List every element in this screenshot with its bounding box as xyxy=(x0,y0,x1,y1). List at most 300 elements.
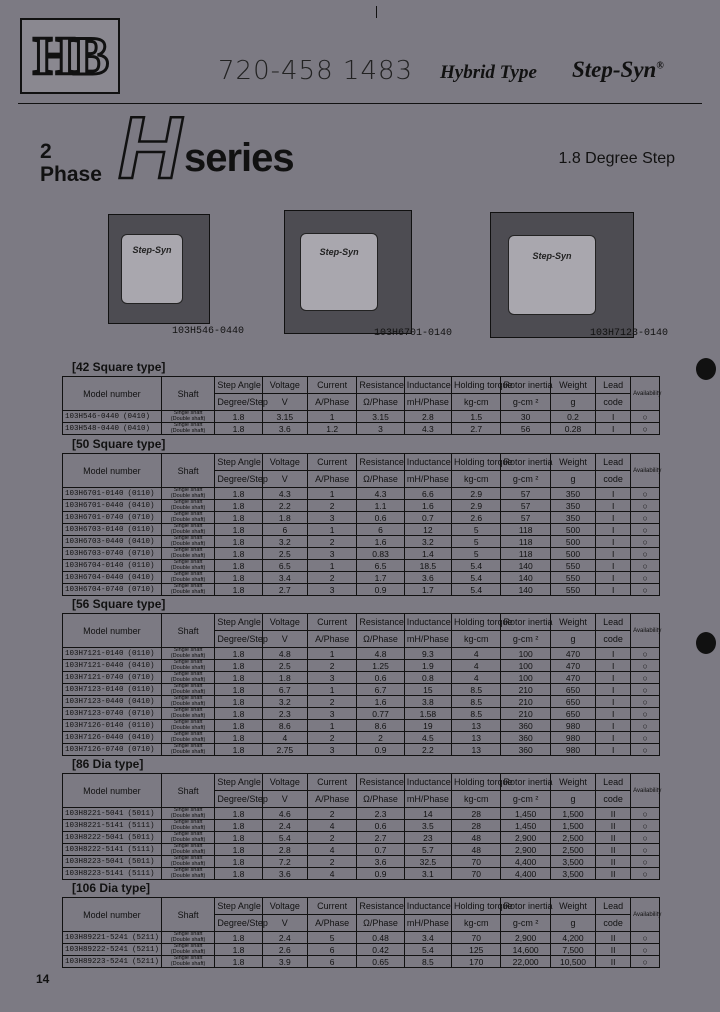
current: 6 xyxy=(307,956,356,968)
rotor-inertia: 118 xyxy=(501,536,550,548)
inductance: 5.7 xyxy=(404,844,451,856)
lead-code: II xyxy=(596,932,631,944)
inductance: 9.3 xyxy=(404,648,451,660)
inductance: 1.7 xyxy=(404,584,451,596)
section-title: [86 Dia type] xyxy=(72,757,144,771)
voltage: 2.8 xyxy=(262,844,307,856)
col-header-unit: mH/Phase xyxy=(404,791,451,808)
availability: ○ xyxy=(631,524,660,536)
col-header-unit: g xyxy=(550,394,595,411)
inductance: 32.5 xyxy=(404,856,451,868)
lead-code: I xyxy=(596,732,631,744)
current: 4 xyxy=(307,868,356,880)
lead-code: I xyxy=(596,524,631,536)
resistance: 0.65 xyxy=(357,956,404,968)
voltage: 2.5 xyxy=(262,660,307,672)
col-header-resistance: Resistance xyxy=(357,377,404,394)
table-row xyxy=(63,684,660,696)
resistance: 0.6 xyxy=(357,820,404,832)
table-row xyxy=(63,672,660,684)
col-header-unit: code xyxy=(596,471,631,488)
rotor-inertia: 57 xyxy=(501,512,550,524)
col-header-voltage: Voltage xyxy=(262,454,307,471)
inductance: 12 xyxy=(404,524,451,536)
inductance: 3.8 xyxy=(404,696,451,708)
inductance: 8.5 xyxy=(404,956,451,968)
availability: ○ xyxy=(631,536,660,548)
punch-hole xyxy=(696,358,716,380)
weight: 550 xyxy=(550,584,595,596)
rotor-inertia: 1,450 xyxy=(501,808,550,820)
current: 2 xyxy=(307,536,356,548)
voltage: 2.7 xyxy=(262,584,307,596)
rotor-inertia: 4,400 xyxy=(501,856,550,868)
col-header-unit: V xyxy=(262,791,307,808)
weight: 470 xyxy=(550,648,595,660)
shaft-type: Single shaft (Double shaft) xyxy=(161,648,215,660)
current: 1 xyxy=(307,560,356,572)
model-number: 103H8222-5141 (5111) xyxy=(63,844,162,856)
model-number: 103H89222-5241 (5211) xyxy=(63,944,162,956)
section-title: [50 Square type] xyxy=(72,437,166,451)
lead-code: II xyxy=(596,868,631,880)
col-header-model: Model number xyxy=(63,898,162,932)
col-header-model: Model number xyxy=(63,774,162,808)
step-angle: 1.8 xyxy=(215,684,262,696)
availability: ○ xyxy=(631,844,660,856)
col-header-current: Current xyxy=(307,614,356,631)
col-header-holding: Holding torque xyxy=(452,774,501,791)
voltage: 6.5 xyxy=(262,560,307,572)
availability: ○ xyxy=(631,548,660,560)
current: 4 xyxy=(307,820,356,832)
availability: ○ xyxy=(631,744,660,756)
col-header-shaft: Shaft xyxy=(161,377,215,411)
model-number: 103H6701-0140 (0110) xyxy=(63,488,162,500)
registration-tick xyxy=(376,6,377,18)
holding-torque: 2.6 xyxy=(452,512,501,524)
series-letter: H xyxy=(118,98,182,197)
col-header-rotor: Rotor inertia xyxy=(501,377,550,394)
motor-photo-50: Step-Syn xyxy=(284,210,412,334)
col-header-rotor: Rotor inertia xyxy=(501,898,550,915)
inductance: 3.4 xyxy=(404,932,451,944)
model-number: 103H7126-0740 (0710) xyxy=(63,744,162,756)
col-header-unit: Degree/Step xyxy=(215,791,262,808)
step-angle: 1.8 xyxy=(215,820,262,832)
shaft-type: Single shaft (Double shaft) xyxy=(161,548,215,560)
shaft-type: Single shaft (Double shaft) xyxy=(161,572,215,584)
inductance: 2.2 xyxy=(404,744,451,756)
holding-torque: 4 xyxy=(452,672,501,684)
col-header-unit: mH/Phase xyxy=(404,471,451,488)
weight: 470 xyxy=(550,672,595,684)
col-header-step_angle: Step Angle xyxy=(215,454,262,471)
col-header-unit: Degree/Step xyxy=(215,915,262,932)
col-header-availability: Availability xyxy=(631,614,660,648)
model-number: 103H6704-0140 (0110) xyxy=(63,560,162,572)
holding-torque: 48 xyxy=(452,832,501,844)
motor-photo-56: Step-Syn xyxy=(490,212,634,338)
col-header-voltage: Voltage xyxy=(262,377,307,394)
punch-hole xyxy=(696,632,716,654)
col-header-unit: g-cm ² xyxy=(501,631,550,648)
col-header-current: Current xyxy=(307,898,356,915)
motor-photo-42: Step-Syn xyxy=(108,214,210,324)
inductance: 4.5 xyxy=(404,732,451,744)
resistance: 4.3 xyxy=(357,488,404,500)
series-word: series xyxy=(184,136,294,180)
voltage: 1.8 xyxy=(262,672,307,684)
resistance: 1.1 xyxy=(357,500,404,512)
weight: 980 xyxy=(550,744,595,756)
rotor-inertia: 100 xyxy=(501,660,550,672)
resistance: 0.83 xyxy=(357,548,404,560)
voltage: 3.6 xyxy=(262,868,307,880)
photo-caption: 103H6701-0140 xyxy=(374,328,453,339)
inductance: 2.8 xyxy=(404,411,451,423)
lead-code: I xyxy=(596,512,631,524)
step-angle: 1.8 xyxy=(215,536,262,548)
shaft-type: Single shaft (Double shaft) xyxy=(161,423,215,435)
weight: 350 xyxy=(550,488,595,500)
table-row xyxy=(63,868,660,880)
resistance: 3.6 xyxy=(357,856,404,868)
shaft-type: Single shaft (Double shaft) xyxy=(161,744,215,756)
voltage: 2.4 xyxy=(262,820,307,832)
lead-code: II xyxy=(596,844,631,856)
holding-torque: 5 xyxy=(452,536,501,548)
col-header-unit: kg-cm xyxy=(452,471,501,488)
holding-torque: 5.4 xyxy=(452,584,501,596)
spec-table xyxy=(62,897,660,968)
holding-torque: 70 xyxy=(452,856,501,868)
availability: ○ xyxy=(631,956,660,968)
current: 3 xyxy=(307,548,356,560)
col-header-unit: g-cm ² xyxy=(501,394,550,411)
current: 1 xyxy=(307,488,356,500)
col-header-rotor: Rotor inertia xyxy=(501,454,550,471)
table-row xyxy=(63,944,660,956)
model-number: 103H6703-0140 (0110) xyxy=(63,524,162,536)
col-header-unit: code xyxy=(596,791,631,808)
table-row xyxy=(63,820,660,832)
resistance: 4.8 xyxy=(357,648,404,660)
col-header-unit: V xyxy=(262,915,307,932)
rotor-inertia: 360 xyxy=(501,720,550,732)
availability: ○ xyxy=(631,411,660,423)
rotor-inertia: 4,400 xyxy=(501,868,550,880)
col-header-unit: code xyxy=(596,915,631,932)
availability: ○ xyxy=(631,560,660,572)
col-header-model: Model number xyxy=(63,614,162,648)
holding-torque: 2.9 xyxy=(452,500,501,512)
lead-code: II xyxy=(596,832,631,844)
col-header-model: Model number xyxy=(63,377,162,411)
model-number: 103H7121-0140 (0110) xyxy=(63,648,162,660)
col-header-unit: g xyxy=(550,471,595,488)
lead-code: I xyxy=(596,572,631,584)
model-number: 103H6703-0440 (0410) xyxy=(63,536,162,548)
shaft-type: Single shaft (Double shaft) xyxy=(161,708,215,720)
weight: 2,500 xyxy=(550,844,595,856)
col-header-inductance: Inductance xyxy=(404,377,451,394)
col-header-weight: Weight xyxy=(550,454,595,471)
lead-code: I xyxy=(596,696,631,708)
resistance: 2 xyxy=(357,732,404,744)
resistance: 0.9 xyxy=(357,868,404,880)
weight: 650 xyxy=(550,696,595,708)
col-header-unit: kg-cm xyxy=(452,915,501,932)
current: 2 xyxy=(307,500,356,512)
col-header-inductance: Inductance xyxy=(404,898,451,915)
rotor-inertia: 14,600 xyxy=(501,944,550,956)
section-title: [56 Square type] xyxy=(72,597,166,611)
voltage: 2.5 xyxy=(262,548,307,560)
col-header-shaft: Shaft xyxy=(161,454,215,488)
lead-code: I xyxy=(596,536,631,548)
weight: 350 xyxy=(550,500,595,512)
holding-torque: 125 xyxy=(452,944,501,956)
resistance: 6.5 xyxy=(357,560,404,572)
header-brand: Step-Syn® xyxy=(572,57,664,82)
col-header-step_angle: Step Angle xyxy=(215,377,262,394)
spec-table xyxy=(62,453,660,596)
resistance: 0.6 xyxy=(357,672,404,684)
col-header-current: Current xyxy=(307,377,356,394)
inductance: 1.6 xyxy=(404,500,451,512)
voltage: 4.3 xyxy=(262,488,307,500)
col-header-unit: g-cm ² xyxy=(501,791,550,808)
step-angle: 1.8 xyxy=(215,696,262,708)
table-row xyxy=(63,660,660,672)
inductance: 0.8 xyxy=(404,672,451,684)
table-row xyxy=(63,512,660,524)
holding-torque: 5 xyxy=(452,548,501,560)
inductance: 3.5 xyxy=(404,820,451,832)
weight: 500 xyxy=(550,548,595,560)
shaft-type: Single shaft (Double shaft) xyxy=(161,932,215,944)
shaft-type: Single shaft (Double shaft) xyxy=(161,856,215,868)
col-header-unit: A/Phase xyxy=(307,471,356,488)
col-header-unit: g-cm ² xyxy=(501,471,550,488)
shaft-type: Single shaft (Double shaft) xyxy=(161,524,215,536)
voltage: 1.8 xyxy=(262,512,307,524)
step-angle: 1.8 xyxy=(215,584,262,596)
availability: ○ xyxy=(631,856,660,868)
col-header-unit: Degree/Step xyxy=(215,471,262,488)
resistance: 1.6 xyxy=(357,696,404,708)
lead-code: I xyxy=(596,560,631,572)
resistance: 8.6 xyxy=(357,720,404,732)
table-row xyxy=(63,411,660,423)
model-number: 103H8223-5041 (5011) xyxy=(63,856,162,868)
weight: 3,500 xyxy=(550,856,595,868)
shaft-type: Single shaft (Double shaft) xyxy=(161,411,215,423)
col-header-step_angle: Step Angle xyxy=(215,774,262,791)
voltage: 3.2 xyxy=(262,696,307,708)
current: 3 xyxy=(307,708,356,720)
voltage: 7.2 xyxy=(262,856,307,868)
col-header-unit: Ω/Phase xyxy=(357,631,404,648)
current: 6 xyxy=(307,944,356,956)
col-header-lead: Lead xyxy=(596,614,631,631)
resistance: 0.77 xyxy=(357,708,404,720)
current: 1 xyxy=(307,411,356,423)
holding-torque: 70 xyxy=(452,868,501,880)
current: 1 xyxy=(307,524,356,536)
model-number: 103H7123-0140 (0110) xyxy=(63,684,162,696)
current: 2 xyxy=(307,696,356,708)
lead-code: I xyxy=(596,500,631,512)
rotor-inertia: 100 xyxy=(501,648,550,660)
phase-label: 2 Phase xyxy=(40,140,102,186)
shaft-type: Single shaft (Double shaft) xyxy=(161,808,215,820)
shaft-type: Single shaft (Double shaft) xyxy=(161,820,215,832)
col-header-lead: Lead xyxy=(596,898,631,915)
col-header-shaft: Shaft xyxy=(161,898,215,932)
weight: 650 xyxy=(550,708,595,720)
handwritten-note: 720-458 1483 xyxy=(218,56,414,86)
shaft-type: Single shaft (Double shaft) xyxy=(161,720,215,732)
step-angle: 1.8 xyxy=(215,720,262,732)
holding-torque: 4 xyxy=(452,660,501,672)
current: 2 xyxy=(307,572,356,584)
col-header-weight: Weight xyxy=(550,377,595,394)
col-header-unit: g xyxy=(550,631,595,648)
inductance: 23 xyxy=(404,832,451,844)
holding-torque: 28 xyxy=(452,820,501,832)
col-header-current: Current xyxy=(307,454,356,471)
weight: 350 xyxy=(550,512,595,524)
model-number: 103H8222-5041 (5011) xyxy=(63,832,162,844)
weight: 980 xyxy=(550,732,595,744)
rotor-inertia: 118 xyxy=(501,548,550,560)
resistance: 1.7 xyxy=(357,572,404,584)
resistance: 0.9 xyxy=(357,584,404,596)
step-angle: 1.8 xyxy=(215,512,262,524)
resistance: 0.9 xyxy=(357,744,404,756)
table-row xyxy=(63,696,660,708)
table-row xyxy=(63,560,660,572)
lead-code: I xyxy=(596,584,631,596)
voltage: 4 xyxy=(262,732,307,744)
current: 5 xyxy=(307,932,356,944)
step-angle: 1.8 xyxy=(215,956,262,968)
weight: 980 xyxy=(550,720,595,732)
step-angle: 1.8 xyxy=(215,732,262,744)
lead-code: I xyxy=(596,488,631,500)
rotor-inertia: 57 xyxy=(501,500,550,512)
voltage: 2.2 xyxy=(262,500,307,512)
current: 2 xyxy=(307,808,356,820)
col-header-unit: Degree/Step xyxy=(215,631,262,648)
voltage: 6 xyxy=(262,524,307,536)
voltage: 2.3 xyxy=(262,708,307,720)
step-angle: 1.8 xyxy=(215,560,262,572)
weight: 0.2 xyxy=(550,411,595,423)
photo-caption: 103H546-0440 xyxy=(172,326,245,337)
holding-torque: 70 xyxy=(452,932,501,944)
weight: 550 xyxy=(550,572,595,584)
weight: 2,500 xyxy=(550,832,595,844)
availability: ○ xyxy=(631,708,660,720)
lead-code: I xyxy=(596,423,631,435)
spec-table xyxy=(62,613,660,756)
col-header-holding: Holding torque xyxy=(452,898,501,915)
rotor-inertia: 360 xyxy=(501,744,550,756)
inductance: 0.7 xyxy=(404,512,451,524)
voltage: 4.8 xyxy=(262,648,307,660)
current: 3 xyxy=(307,512,356,524)
col-header-weight: Weight xyxy=(550,774,595,791)
current: 1 xyxy=(307,684,356,696)
step-angle: 1.8 xyxy=(215,856,262,868)
resistance: 0.48 xyxy=(357,932,404,944)
current: 3 xyxy=(307,584,356,596)
col-header-resistance: Resistance xyxy=(357,614,404,631)
holding-torque: 5 xyxy=(452,524,501,536)
voltage: 2.4 xyxy=(262,932,307,944)
voltage: 3.2 xyxy=(262,536,307,548)
model-number: 103H89223-5241 (5211) xyxy=(63,956,162,968)
availability: ○ xyxy=(631,423,660,435)
step-angle: 1.8 xyxy=(215,844,262,856)
rotor-inertia: 1,450 xyxy=(501,820,550,832)
table-row xyxy=(63,932,660,944)
resistance: 0.7 xyxy=(357,844,404,856)
col-header-rotor: Rotor inertia xyxy=(501,614,550,631)
step-angle: 1.8 xyxy=(215,572,262,584)
current: 1.2 xyxy=(307,423,356,435)
availability: ○ xyxy=(631,932,660,944)
model-number: 103H7126-0140 (0110) xyxy=(63,720,162,732)
step-angle: 1.8 xyxy=(215,944,262,956)
holding-torque: 13 xyxy=(452,744,501,756)
voltage: 3.15 xyxy=(262,411,307,423)
model-number: 103H8223-5141 (5111) xyxy=(63,868,162,880)
availability: ○ xyxy=(631,868,660,880)
table-row xyxy=(63,548,660,560)
col-header-step_angle: Step Angle xyxy=(215,614,262,631)
col-header-unit: mH/Phase xyxy=(404,394,451,411)
table-row xyxy=(63,808,660,820)
col-header-resistance: Resistance xyxy=(357,898,404,915)
rotor-inertia: 56 xyxy=(501,423,550,435)
table-row xyxy=(63,423,660,435)
voltage: 6.7 xyxy=(262,684,307,696)
lead-code: I xyxy=(596,720,631,732)
availability: ○ xyxy=(631,684,660,696)
col-header-inductance: Inductance xyxy=(404,774,451,791)
weight: 4,200 xyxy=(550,932,595,944)
section-title: [42 Square type] xyxy=(72,360,166,374)
current: 1 xyxy=(307,720,356,732)
rotor-inertia: 22,000 xyxy=(501,956,550,968)
holding-torque: 13 xyxy=(452,720,501,732)
col-header-holding: Holding torque xyxy=(452,614,501,631)
table-row xyxy=(63,720,660,732)
model-number: 103H8221-5141 (5111) xyxy=(63,820,162,832)
model-number: 103H6701-0440 (0410) xyxy=(63,500,162,512)
rotor-inertia: 210 xyxy=(501,708,550,720)
holding-torque: 28 xyxy=(452,808,501,820)
table-row xyxy=(63,572,660,584)
model-number: 103H6704-0440 (0410) xyxy=(63,572,162,584)
col-header-weight: Weight xyxy=(550,614,595,631)
shaft-type: Single shaft (Double shaft) xyxy=(161,672,215,684)
table-row xyxy=(63,732,660,744)
